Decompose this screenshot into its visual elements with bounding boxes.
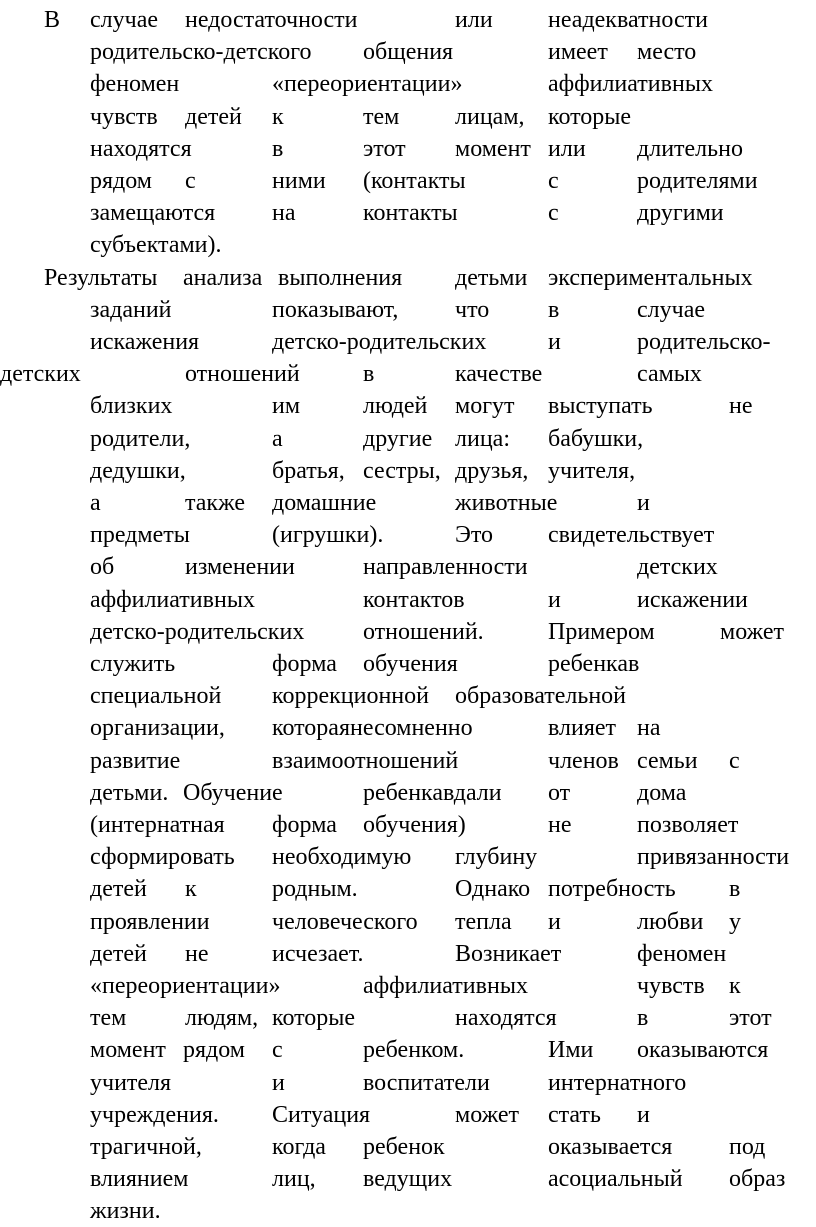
word: в	[729, 876, 741, 903]
word: детей	[90, 940, 147, 967]
word: тепла	[455, 908, 512, 935]
word: другими	[637, 200, 724, 227]
word: с	[272, 1037, 283, 1064]
word: не	[548, 812, 572, 838]
word: Ситуация	[272, 1101, 371, 1128]
word: тем	[90, 1005, 127, 1032]
text-line	[0, 358, 816, 390]
word: служить	[90, 651, 176, 677]
word: в	[272, 135, 284, 162]
word: асоциальный	[548, 1166, 683, 1193]
word: момент	[90, 1037, 166, 1064]
word: чувств	[90, 103, 158, 130]
word: не	[185, 940, 209, 967]
word: может	[455, 1101, 519, 1128]
word: на	[272, 200, 296, 227]
word: организации,	[90, 715, 225, 742]
text-line	[0, 197, 816, 229]
word: животные	[455, 490, 558, 516]
word: «переориентации»	[90, 973, 281, 999]
text-line	[0, 1002, 816, 1034]
text-line	[0, 4, 816, 36]
word: детских	[0, 361, 81, 388]
text-line	[0, 970, 816, 1002]
word: которые	[548, 103, 632, 130]
word: детьми	[455, 264, 528, 291]
word: в	[637, 1005, 649, 1032]
text-line	[0, 1131, 816, 1163]
text-line	[0, 519, 816, 551]
word: потребность	[548, 876, 676, 903]
word: братья,	[272, 457, 345, 484]
word: детей	[185, 103, 242, 130]
word: лицам,	[455, 103, 525, 130]
word: Примером	[548, 618, 655, 645]
word: и	[637, 1101, 650, 1128]
word: влиянием	[90, 1166, 189, 1193]
text-line	[0, 229, 816, 261]
text-line	[0, 809, 816, 841]
word: у	[729, 908, 741, 935]
word: место	[637, 39, 697, 66]
word: контактов	[363, 586, 465, 613]
word: аффилиативных	[363, 973, 528, 999]
word: может	[720, 618, 784, 645]
word: в	[548, 296, 560, 323]
word: учреждения.	[90, 1101, 219, 1128]
word: и	[548, 586, 561, 613]
word: Ими	[548, 1037, 594, 1064]
word: также	[185, 490, 246, 516]
text-line	[0, 262, 816, 294]
word: (контакты	[363, 168, 466, 194]
word: исчезает.	[272, 940, 364, 967]
word: от	[548, 779, 571, 806]
text-line	[0, 390, 816, 422]
word: обучения)	[363, 812, 466, 838]
word: любви	[637, 908, 704, 935]
word: с	[729, 747, 740, 774]
word: отношений.	[363, 618, 484, 645]
word: специальной	[90, 683, 222, 710]
word: детьми.	[90, 779, 169, 806]
word: детей	[90, 876, 147, 903]
word: образовательной	[455, 683, 626, 710]
word: ребенок	[363, 1134, 445, 1160]
text-line	[0, 101, 816, 133]
word: близких	[90, 393, 173, 420]
word: отношений	[185, 361, 300, 388]
word: выступать	[548, 393, 653, 420]
word: случае	[637, 296, 706, 323]
word: воспитатели	[363, 1069, 490, 1096]
word: чувств	[637, 973, 705, 999]
word: (игрушки).	[272, 522, 384, 549]
text-line	[0, 1163, 816, 1195]
word: и	[548, 329, 561, 355]
word: об	[90, 554, 115, 581]
word: длительно	[637, 135, 743, 162]
word: дома	[637, 779, 687, 806]
word: родители,	[90, 425, 191, 452]
word: находятся	[455, 1005, 557, 1032]
word: или	[548, 135, 586, 162]
word: влияет	[548, 715, 617, 742]
word: родительско-	[637, 329, 771, 355]
word: к	[729, 973, 741, 999]
word: домашние	[272, 490, 377, 516]
word: форма	[272, 651, 337, 677]
word: другие	[363, 425, 433, 452]
word: которые	[272, 1005, 356, 1032]
text-line	[0, 423, 816, 455]
word: бабушки,	[548, 425, 644, 452]
word: свидетельствует	[548, 522, 715, 549]
word: форма	[272, 812, 337, 838]
word: В	[44, 7, 61, 33]
word: Это	[455, 522, 494, 549]
word: направленности	[363, 554, 528, 581]
word: Однако	[455, 876, 531, 903]
word: (интернатная	[90, 812, 225, 838]
word: анализа	[183, 264, 263, 291]
word: им	[272, 393, 301, 420]
text-line	[0, 873, 816, 905]
word: людей	[363, 393, 428, 420]
word: а	[272, 425, 283, 452]
word: под	[729, 1134, 766, 1160]
word: жизни.	[90, 1198, 161, 1225]
text-line	[0, 487, 816, 519]
word: проявлении	[90, 908, 210, 935]
word: людям,	[185, 1005, 259, 1032]
word: родительско-детского	[90, 39, 312, 66]
word: «переориентации»	[272, 71, 463, 98]
word: предметы	[90, 522, 190, 549]
text-line	[0, 1099, 816, 1131]
word: аффилиативных	[90, 586, 255, 613]
word: экспериментальных	[548, 264, 753, 291]
word: лица:	[455, 425, 510, 452]
word: лиц,	[272, 1166, 316, 1193]
word: образ	[729, 1166, 786, 1193]
word: трагичной,	[90, 1134, 202, 1160]
word: развитие	[90, 747, 181, 774]
text-line	[0, 745, 816, 777]
word: ними	[272, 168, 326, 194]
text-line	[0, 1067, 816, 1099]
text-line	[0, 584, 816, 616]
word: человеческого	[272, 908, 418, 935]
word: стать	[548, 1101, 601, 1128]
text-line	[0, 680, 816, 712]
word: интернатного	[548, 1069, 687, 1096]
word: этот	[729, 1005, 772, 1032]
text-line	[0, 36, 816, 68]
word: не	[729, 393, 753, 420]
word: детских	[637, 554, 718, 581]
word: рядом	[183, 1037, 245, 1064]
word: момент	[455, 135, 531, 162]
word: детско-родительских	[90, 618, 305, 645]
word: феномен	[90, 71, 180, 98]
word: недостаточности	[185, 7, 358, 33]
word: друзья,	[455, 457, 529, 484]
word: ребенком.	[363, 1037, 465, 1064]
word: и	[637, 490, 650, 516]
word: и	[272, 1069, 285, 1096]
word: членов	[548, 747, 619, 774]
word: дедушки,	[90, 457, 186, 484]
word: а	[90, 490, 101, 516]
word: рядом	[90, 168, 152, 194]
word: искажения	[90, 329, 200, 355]
word: случае	[90, 7, 159, 33]
text-line	[0, 616, 816, 648]
word: обучения	[363, 651, 458, 677]
word: учителя,	[548, 457, 636, 484]
word: с	[548, 168, 559, 194]
text-line	[0, 551, 816, 583]
text-line	[0, 294, 816, 326]
word: в	[363, 361, 375, 388]
text-line	[0, 648, 816, 680]
word: оказываются	[637, 1037, 769, 1064]
word: изменении	[185, 554, 295, 581]
word: или	[455, 7, 493, 33]
word: заданий	[90, 296, 172, 323]
word: этот	[363, 135, 406, 162]
word: аффилиативных	[548, 71, 713, 98]
word: привязанности	[637, 844, 790, 871]
word: ребенкав	[548, 651, 640, 677]
text-line	[0, 712, 816, 744]
word: Возникает	[455, 940, 562, 967]
word: коррекционной	[272, 683, 429, 710]
word: самых	[637, 361, 702, 388]
word: замещаются	[90, 200, 216, 227]
text-line	[0, 777, 816, 809]
text-line	[0, 938, 816, 970]
word: неадекватности	[548, 7, 708, 33]
text-line	[0, 906, 816, 938]
word: ребенкавдали	[363, 779, 502, 806]
word: имеет	[548, 39, 608, 66]
text-line	[0, 1195, 816, 1227]
text-line	[0, 326, 816, 358]
word: необходимую	[272, 844, 412, 871]
word: ведущих	[363, 1166, 453, 1193]
word: котораянесомненно	[272, 715, 473, 742]
word: Обучение	[183, 779, 283, 806]
word: выполнения	[278, 264, 403, 291]
word: Результаты	[44, 264, 158, 291]
word: феномен	[637, 940, 727, 967]
word: искажении	[637, 586, 748, 613]
word: сестры,	[363, 457, 441, 484]
word: что	[455, 296, 490, 323]
word: когда	[272, 1134, 326, 1160]
text-line	[0, 68, 816, 100]
word: общения	[363, 39, 454, 66]
text-line	[0, 133, 816, 165]
word: позволяет	[637, 812, 739, 838]
word: сформировать	[90, 844, 235, 871]
word: контакты	[363, 200, 458, 227]
word: взаимоотношений	[272, 747, 459, 774]
word: с	[185, 168, 196, 194]
text-line	[0, 841, 816, 873]
word: родителями	[637, 168, 758, 194]
word: находятся	[90, 135, 192, 162]
word: учителя	[90, 1069, 172, 1096]
text-line	[0, 165, 816, 197]
word: могут	[455, 393, 515, 420]
word: глубину	[455, 844, 538, 871]
word: субъектами).	[90, 232, 222, 259]
word: родным.	[272, 876, 358, 903]
word: к	[272, 103, 284, 130]
word: с	[548, 200, 559, 227]
word: на	[637, 715, 661, 742]
word: семьи	[637, 747, 698, 774]
word: и	[548, 908, 561, 935]
word: показывают,	[272, 296, 399, 323]
word: тем	[363, 103, 400, 130]
word: качестве	[455, 361, 543, 388]
word: к	[185, 876, 197, 903]
word: оказывается	[548, 1134, 673, 1160]
text-line	[0, 1034, 816, 1066]
text-line	[0, 455, 816, 487]
word: детско-родительских	[272, 329, 487, 355]
